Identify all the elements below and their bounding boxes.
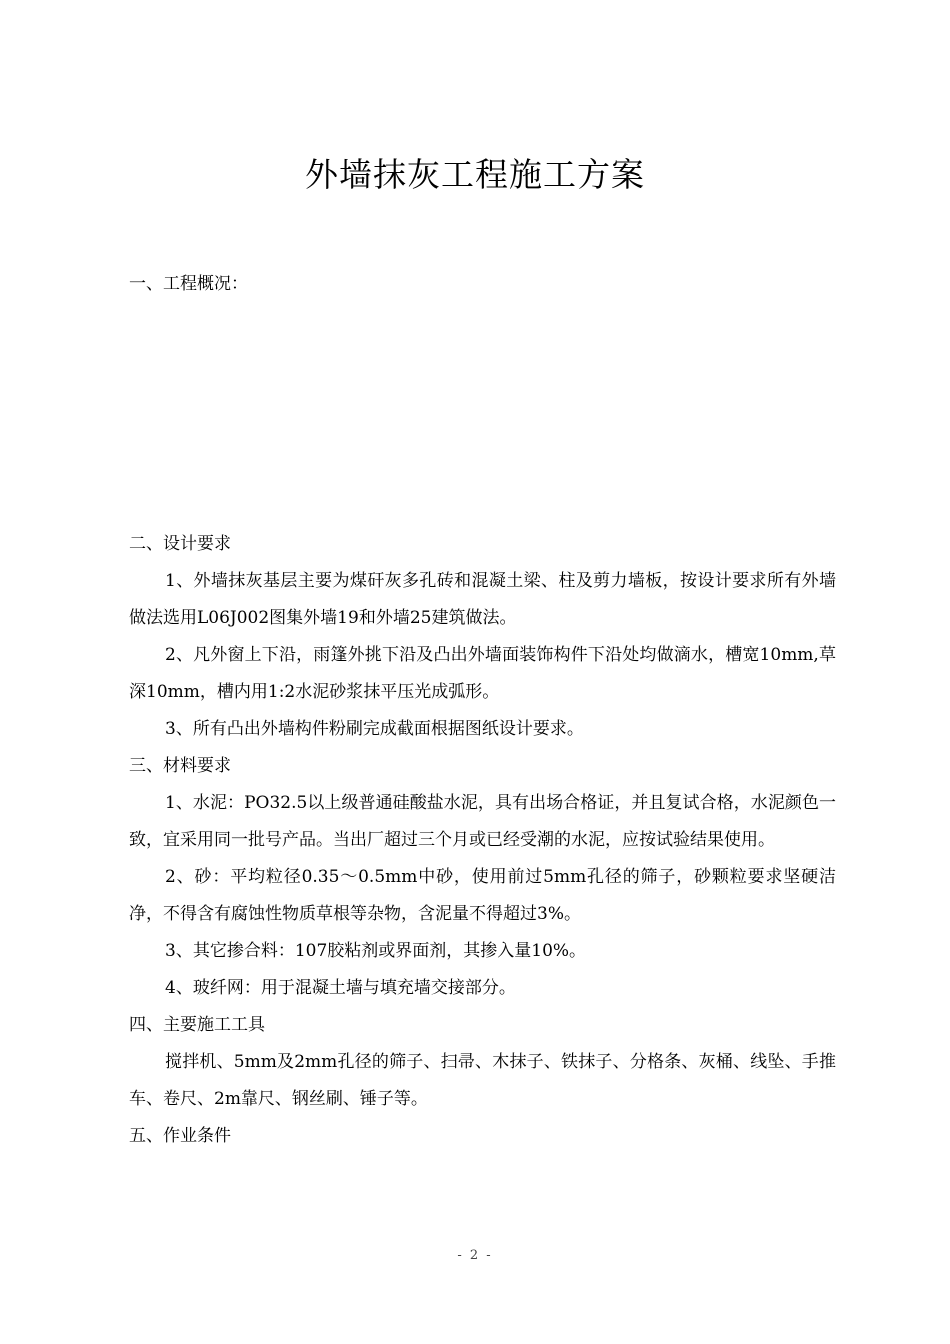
material-item-2: 2、砂：平均粒径0.35～0.5mm中砂，使用前过5mm孔径的筛子，砂颗粒要求坚硬洁净，不得含有腐蚀性物质草根等杂物，含泥量不得超过3%。 — [129, 867, 836, 924]
design-item-1: 1、外墙抹灰基层主要为煤矸灰多孔砖和混凝土梁、柱及剪力墙板，按设计要求所有外墙做法选用L06J002图集外墙19和外墙25建筑做法。 — [129, 571, 836, 628]
document-title: 外墙抹灰工程施工方案 — [305, 155, 645, 194]
material-item-3: 3、其它掺合料：107胶粘剂或界面剂，其掺入量10%。 — [165, 941, 587, 961]
design-item-3: 3、所有凸出外墙构件粉刷完成截面根据图纸设计要求。 — [165, 719, 584, 739]
page-number: - 2 - — [457, 1248, 493, 1263]
tools-list: 搅拌机、5mm及2mm孔径的筛子、扫帚、木抹子、铁抹子、分格条、灰桶、线坠、手推车、卷尺、2m靠尺、钢丝刷、锤子等。 — [129, 1052, 836, 1109]
section-heading-design: 二、设计要求 — [129, 534, 231, 554]
design-item-2: 2、凡外窗上下沿，雨篷外挑下沿及凸出外墙面装饰构件下沿处均做滴水，槽宽10mm,草深10mm，槽内用1:2水泥砂浆抹平压光成弧形。 — [129, 645, 836, 702]
section-heading-work-conditions: 五、作业条件 — [129, 1126, 231, 1146]
document-body — [129, 526, 836, 1155]
material-item-4: 4、玻纤网：用于混凝土墙与填充墙交接部分。 — [165, 978, 516, 998]
section-heading-materials: 三、材料要求 — [129, 756, 231, 776]
section-heading-overview: 一、工程概况： — [129, 274, 248, 294]
material-item-1: 1、水泥：PO32.5以上级普通硅酸盐水泥，具有出场合格证，并且复试合格，水泥颜色一致，宜采用同一批号产品。当出厂超过三个月或已经受潮的水泥，应按试验结果使用。 — [129, 793, 836, 850]
section-heading-tools: 四、主要施工工具 — [129, 1015, 265, 1035]
